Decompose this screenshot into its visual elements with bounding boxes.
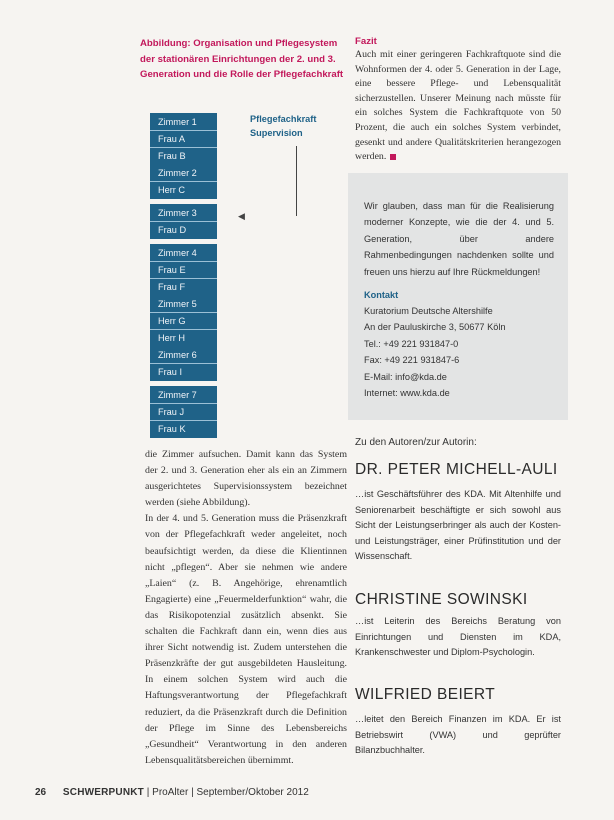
kontakt-block — [364, 303, 505, 401]
resident-label: Frau I — [150, 363, 217, 380]
fazit-heading: Fazit — [355, 36, 377, 47]
resident-label: Frau A — [150, 130, 217, 147]
author-name: WILFRIED BEIERT — [355, 686, 496, 703]
resident-label: Herr H — [150, 329, 217, 346]
author-name: DR. PETER MICHELL-AULI — [355, 461, 558, 478]
fazit-body — [355, 48, 561, 165]
room-name: Zimmer 3 — [158, 208, 197, 218]
left-body-text — [145, 447, 347, 769]
kontakt-phone: Tel.: +49 221 931847-0 — [364, 338, 459, 349]
room-box-7 — [150, 386, 217, 438]
issue-date: September/Oktober 2012 — [196, 787, 309, 798]
resident-label: Frau J — [150, 403, 217, 420]
author-bio: …ist Leiterin des Bereichs Beratung von Einrichtungen und Diensten im KDA, Krankenschwester und Diplom-Psychologin. — [355, 616, 561, 658]
magazine-name: ProAlter — [152, 787, 189, 798]
room-name: Zimmer 7 — [158, 390, 197, 400]
end-square-icon — [390, 154, 396, 160]
room-box-3 — [150, 204, 217, 239]
author-bio: …leitet den Bereich Finanzen im KDA. Er ist Betriebswirt (VWA) und geprüfter Bilanzbuchhalter. — [355, 714, 561, 756]
room-name: Zimmer 1 — [158, 117, 197, 127]
author-bio: …ist Geschäftsführer des KDA. Mit Altenhilfe und Seniorenarbeit beschäftigte er sich sowohl aus Sicht der Leistungserbringer als auch der Kosten- und Leistungsträger, einer Prüfinstitution und der Wissenschaft. — [355, 489, 561, 562]
kontakt-address: An der Pauluskirche 3, 50677 Köln — [364, 322, 506, 333]
section-name: SCHWERPUNKT — [62, 787, 144, 798]
resident-label: Frau K — [150, 420, 217, 437]
fazit-text: Auch mit einer geringeren Fachkraftquote sind die Wohnformen der 4. oder 5. Generation in der Lage, eine bessere Pflege- und Lebensqualität sicherzustellen. Unserer Meinung nach müsste für ein solches System die Fachkraftquote von 50 Prozent, die auch ein solches System verbindet, gesenkt und andere Qualitätskriterien herangezogen werden. — [355, 49, 561, 163]
room-box-2 — [150, 164, 217, 199]
resident-label: Frau F — [150, 278, 217, 295]
footer-divider: | — [191, 787, 197, 798]
page-footer — [35, 787, 309, 798]
room-box-4 — [150, 244, 217, 296]
resident-label: Frau E — [150, 261, 217, 278]
kontakt-fax: Fax: +49 221 931847-6 — [364, 355, 460, 366]
authors-heading: Zu den Autoren/zur Autorin: — [355, 437, 477, 448]
kontakt-heading: Kontakt — [364, 290, 399, 300]
body-paragraph: In der 4. und 5. Generation muss die Präsenzkraft von der Pflegefachkraft weder angeleitet, noch beaufsichtigt werden, da diese die Klientinnen nicht „pflegen“. Aber sie nehmen wie andere „Laien“ (z. B. Angehörige, ehrenamtlich Engagierte) eine „Feuermelderfunktion“ wahr, die das Risikopotenzial zusätzlich absenkt. Sie schalten die Fachkraft dann ein, wenn dies aus ihrer Sicht notwendig ist. Zudem unterstehen die Präsenzkräfte der gut ausgebildeten Hausleitung. In einem solchen System wird auch die Haftungsverantwortung der Pflegefachkraft reduziert, da die Präsenzkraft durch die Definition der Pflege im Sinne des Lebensbereichs „Gesundheit“ Verantwortung in den anderen Lebensqualitätsbereichen übernimmt. — [145, 513, 347, 766]
room-name: Zimmer 2 — [158, 168, 197, 178]
arrow-left-icon: ◀ — [238, 211, 245, 221]
room-box-1 — [150, 113, 217, 165]
supervision-label: Supervision — [250, 128, 303, 138]
footer-divider: | — [146, 787, 153, 798]
pflegefachkraft-title: Pflegefachkraft — [250, 114, 317, 124]
kontakt-website: Internet: www.kda.de — [364, 388, 450, 399]
resident-label: Herr C — [150, 181, 217, 198]
page-number: 26 — [35, 787, 47, 798]
resident-label: Frau B — [150, 147, 217, 164]
room-name: Zimmer 6 — [158, 350, 197, 360]
resident-label: Frau D — [150, 221, 217, 238]
supervision-line — [296, 146, 297, 216]
pflegefachkraft-label — [250, 112, 316, 140]
body-paragraph: die Zimmer aufsuchen. Damit kann das System der 2. und 3. Generation eher als ein an Zimmern ausgerichtetes Supervisionssystem bezeichnet werden (siehe Abbildung). — [145, 449, 347, 509]
room-box-5 — [150, 295, 217, 347]
room-box-6 — [150, 346, 217, 381]
author-name: CHRISTINE SOWINSKI — [355, 591, 528, 608]
info-box-text: Wir glauben, dass man für die Realisierung moderner Konzepte, wie die der 4. und 5. Generation, über andere Rahmenbedingungen nachdenken sollte und freuen uns hierzu auf Ihre Rückmeldungen! — [364, 201, 554, 277]
kontakt-organisation: Kuratorium Deutsche Altershilfe — [364, 306, 493, 316]
resident-label: Herr G — [150, 312, 217, 329]
kontakt-email: E-Mail: info@kda.de — [364, 371, 447, 382]
figure-caption: Abbildung: Organisation und Pflegesystem der stationären Einrichtungen der 2. und 3. Generation und die Rolle der Pflegefachkraft — [140, 38, 344, 80]
room-name: Zimmer 4 — [158, 248, 197, 258]
room-name: Zimmer 5 — [158, 299, 197, 309]
